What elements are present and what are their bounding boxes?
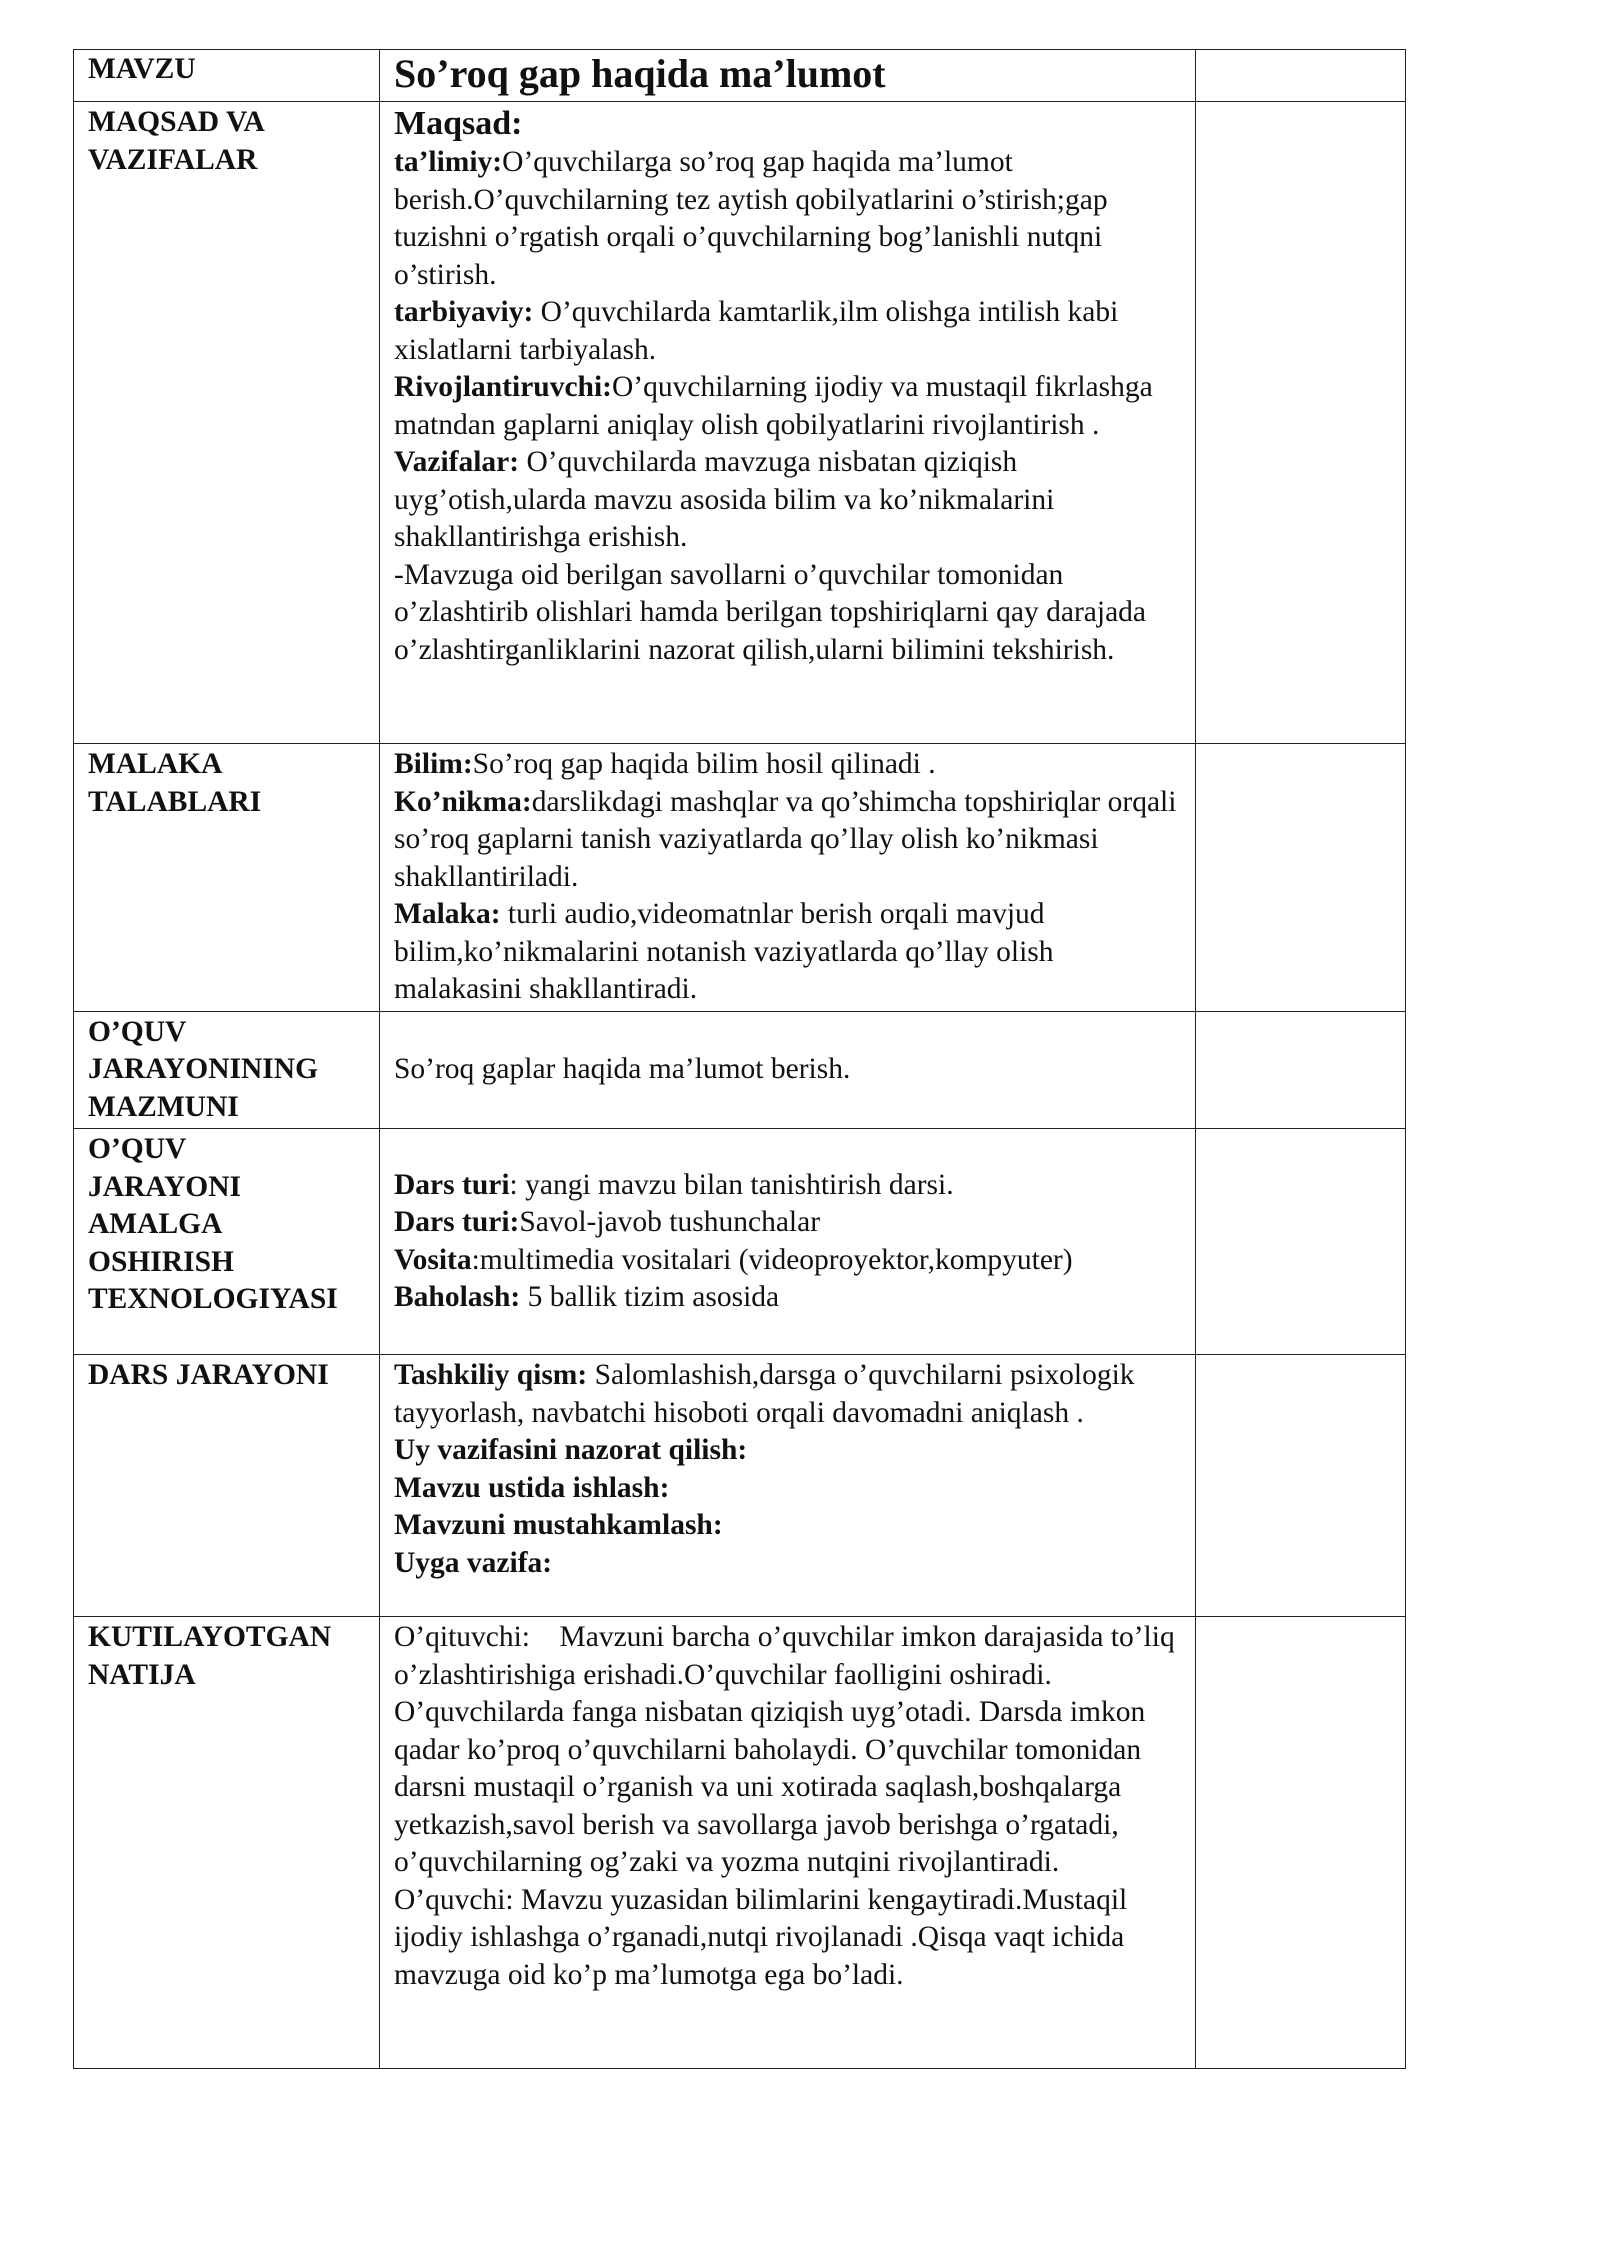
empty-cell-mavzu	[1196, 50, 1406, 102]
label-jarayon	[74, 1355, 380, 1617]
label-malaka-line-2: TALABLARI	[88, 785, 262, 818]
talimiy-paragraph	[394, 144, 1181, 294]
label-mavzu-text: MAVZU	[88, 53, 196, 85]
row-malaka	[74, 744, 1406, 1012]
vosita-label: Vosita	[394, 1243, 472, 1276]
rivojlantiruvchi-label: Rivojlantiruvchi:	[394, 371, 612, 403]
bilim-label: Bilim:	[394, 748, 473, 780]
tarbiyaviy-text: O’quvchilarda kamtarlik,ilm olishga intilish kabi xislatlarni tarbiyalash.	[394, 296, 1119, 366]
content-maqsad	[380, 102, 1196, 744]
vosita-text: :multimedia vositalari (videoproyektor,kompyuter)	[471, 1243, 1073, 1276]
lesson-plan-table	[73, 49, 1406, 2069]
step-mavzu-ustida-ishlash: Mavzu ustida ishlash:	[394, 1471, 670, 1504]
lesson-title: So’roq gap haqida ma’lumot	[394, 51, 886, 96]
empty-cell-jarayon	[1196, 1355, 1406, 1617]
label-texnologiya-line-5: TEXNOLOGIYASI	[88, 1283, 338, 1315]
label-natija-line-1: KUTILAYOTGAN	[88, 1621, 332, 1653]
dars-turi-text-2: Savol-javob tushunchalar	[519, 1206, 821, 1238]
tarbiyaviy-label: tarbiyaviy:	[394, 296, 534, 328]
label-maqsad	[74, 102, 380, 744]
label-jarayon-text: DARS JARAYONI	[88, 1359, 329, 1391]
baholash-label: Baholash:	[394, 1281, 521, 1313]
vazifalar-label: Vazifalar:	[394, 446, 520, 478]
rivojlantiruvchi-text: O’quvchilarning ijodiy va mustaqil fikrlashga matndan gaplarni aniqlay olish qobilyatlarini rivojlantirish .	[394, 371, 1153, 441]
natija-student-paragraph: O’quvchi: Mavzu yuzasidan bilimlarini kengaytiradi.Mustaqil ijodiy ishlashga o’rganadi,nutqi rivojlanadi .Qisqa vaqt ichida mavzuga oid ko’p ma’lumotga ega bo’ladi.	[394, 1883, 1128, 1991]
label-texnologiya	[74, 1129, 380, 1355]
content-texnologiya	[380, 1129, 1196, 1355]
step-uy-vazifasini-nazorat: Uy vazifasini nazorat qilish:	[394, 1434, 748, 1466]
content-mazmun	[380, 1011, 1196, 1129]
label-mazmun-line-1: O’QUV	[88, 1015, 187, 1048]
vazifalar-extra-paragraph: -Mavzuga oid berilgan savollarni o’quvchilar tomonidan o’zlashtirib olishlari hamda berilgan topshiriqlarni qay darajada o’zlashtirganliklarini nazorat qilish,ularni bilimini tekshirish.	[394, 558, 1147, 666]
row-natija	[74, 1617, 1406, 2069]
row-jarayon	[74, 1355, 1406, 1617]
konikma-text: darslikdagi mashqlar va qo’shimcha topshiriqlar orqali so’roq gaplarni tanish vaziyatlarda qo’llay olish ko’nikmasi shakllantiriladi.	[394, 785, 1177, 893]
dars-turi-line-2	[394, 1204, 1181, 1242]
content-malaka	[380, 744, 1196, 1012]
rivojlantiruvchi-paragraph	[394, 369, 1181, 444]
empty-cell-natija	[1196, 1617, 1406, 2069]
content-mavzu	[380, 50, 1196, 102]
label-natija-line-2: NATIJA	[88, 1658, 196, 1691]
maqsad-heading: Maqsad:	[394, 105, 523, 142]
vazifalar-text: O’quvchilarda mavzuga nisbatan qiziqish uyg’otish,ularda mavzu asosida bilim va ko’nikmalarini shakllantirishga erishish.	[394, 446, 1055, 553]
step-mavzuni-mustahkamlash: Mavzuni mustahkamlash:	[394, 1509, 723, 1541]
tashkiliy-label: Tashkiliy qism:	[394, 1359, 588, 1391]
tarbiyaviy-paragraph	[394, 294, 1181, 369]
label-maqsad-line-2: VAZIFALAR	[88, 143, 258, 176]
label-mazmun-line-3: MAZMUNI	[88, 1090, 239, 1123]
dars-turi-label-1: Dars turi	[394, 1168, 510, 1201]
empty-cell-texnologiya	[1196, 1129, 1406, 1355]
malaka-text: turli audio,videomatnlar berish orqali mavjud bilim,ko’nikmalarini notanish vaziyatlarda qo’llay olish malakasini shakllantiradi.	[394, 898, 1054, 1005]
empty-cell-malaka	[1196, 744, 1406, 1012]
row-maqsad	[74, 102, 1406, 744]
label-texnologiya-line-3: AMALGA	[88, 1208, 223, 1240]
baholash-text: 5 ballik tizim asosida	[520, 1281, 780, 1313]
malaka-label: Malaka:	[394, 898, 501, 930]
label-malaka-line-1: MALAKA	[88, 748, 223, 780]
tashkiliy-text: Salomlashish,darsga o’quvchilarni psixologik tayyorlash, navbatchi hisoboti orqali davomadni aniqlash .	[394, 1359, 1135, 1429]
label-texnologiya-line-2: JARAYONI	[88, 1170, 241, 1203]
mazmun-text: So’roq gaplar haqida ma’lumot berish.	[394, 1053, 851, 1085]
talimiy-label: ta’limiy:	[394, 146, 503, 178]
label-mavzu	[74, 50, 380, 102]
step-uyga-vazifa: Uyga vazifa:	[394, 1546, 553, 1579]
natija-teacher-paragraph: O’qituvchi: Mavzuni barcha o’quvchilar imkon darajasida to’liq o’zlashtirishiga erishadi.O’quvchilar faolligini oshiradi. O’quvchilarda fanga nisbatan qiziqish uyg’otadi. Darsda imkon qadar ko’proq o’quvchilarni baholaydi. O’quvchilar tomonidan darsni mustaqil o’rganish va uni xotirada saqlash,boshqalarga yetkazish,savol berish va savollarga javob berishga o’rgatadi, o’quvchilarning og’zaki va yozma nutqini rivojlantiradi.	[394, 1621, 1183, 1878]
label-malaka	[74, 744, 380, 1012]
dars-turi-line-1	[394, 1167, 1181, 1205]
dars-turi-text-1: : yangi mavzu bilan tanishtirish darsi.	[509, 1168, 954, 1201]
row-mavzu	[74, 50, 1406, 102]
row-texnologiya	[74, 1129, 1406, 1355]
konikma-label: Ko’nikma:	[394, 785, 532, 818]
dars-turi-label-2: Dars turi:	[394, 1206, 520, 1238]
vazifalar-paragraph	[394, 444, 1181, 557]
empty-cell-maqsad	[1196, 102, 1406, 744]
label-mazmun	[74, 1011, 380, 1129]
baholash-line	[394, 1279, 1181, 1317]
content-natija	[380, 1617, 1196, 2069]
label-texnologiya-line-1: O’QUV	[88, 1133, 187, 1165]
label-natija	[74, 1617, 380, 2069]
bilim-paragraph	[394, 746, 1181, 784]
vosita-line	[394, 1242, 1181, 1280]
row-mazmun	[74, 1011, 1406, 1129]
label-mazmun-line-2: JARAYONINING	[88, 1053, 319, 1085]
talimiy-text: O’quvchilarga so’roq gap haqida ma’lumot berish.O’quvchilarning tez aytish qobilyatlarini o’stirish;gap tuzishni o’rgatish orqali o’quvchilarning bog’lanishli nutqni o’stirish.	[394, 146, 1108, 291]
content-jarayon	[380, 1355, 1196, 1617]
tashkiliy-paragraph	[394, 1357, 1181, 1432]
label-texnologiya-line-4: OSHIRISH	[88, 1245, 234, 1278]
label-maqsad-line-1: MAQSAD VA	[88, 106, 265, 138]
malaka-paragraph	[394, 896, 1181, 1009]
empty-cell-mazmun	[1196, 1011, 1406, 1129]
bilim-text: So’roq gap haqida bilim hosil qilinadi .	[472, 748, 936, 780]
konikma-paragraph	[394, 784, 1181, 897]
